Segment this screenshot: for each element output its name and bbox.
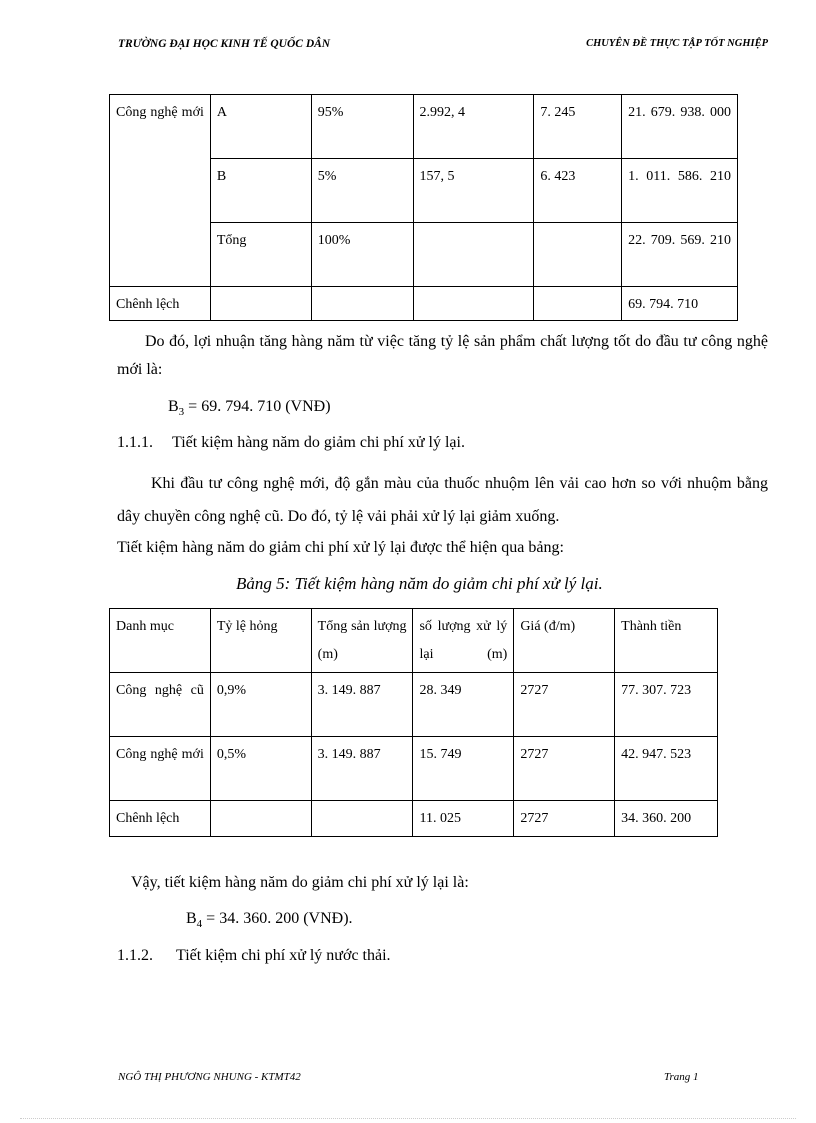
table-cell: Công nghệ mới	[110, 737, 211, 801]
table-row	[110, 737, 718, 801]
header-right: CHUYÊN ĐỀ THỰC TẬP TỐT NGHIỆP	[586, 38, 768, 49]
table-cell: 1. 011. 586. 210	[622, 159, 738, 223]
table-header: Tổng sản lượng (m)	[311, 609, 413, 673]
table-row	[110, 609, 718, 673]
table-header: Thành tiền	[615, 609, 718, 673]
table-header: Tỷ lệ hỏng	[210, 609, 311, 673]
page-edge-divider	[20, 1118, 796, 1119]
table-cell: 21. 679. 938. 000	[622, 95, 738, 159]
section-heading: 1.1.1. Tiết kiệm hàng năm do giảm chi phí xử lý lại.	[117, 434, 465, 451]
table-cell: 42. 947. 523	[615, 737, 718, 801]
table-cell	[413, 287, 534, 321]
table-cell: 2727	[514, 737, 615, 801]
table-cell: 22. 709. 569. 210	[622, 223, 738, 287]
table-cell: 2.992, 4	[413, 95, 534, 159]
table-header: Giá (đ/m)	[514, 609, 615, 673]
table-caption: Bảng 5: Tiết kiệm hàng năm do giảm chi phí xử lý lại.	[236, 574, 603, 593]
paragraph: Vậy, tiết kiệm hàng năm do giảm chi phí xử lý lại là:	[131, 874, 469, 891]
savings-table	[109, 608, 718, 837]
table-cell: 11. 025	[413, 801, 514, 837]
table-cell	[210, 287, 311, 321]
table-cell: 100%	[311, 223, 413, 287]
paragraph: Do đó, lợi nhuận tăng hàng năm từ việc tăng tỷ lệ sản phẩm chất lượng tốt do đầu tư công nghệ mới là:	[117, 333, 768, 378]
table-cell: Chênh lệch	[110, 287, 211, 321]
table-row	[110, 287, 738, 321]
table-cell: Tổng	[210, 223, 311, 287]
table-header: số lượng xử lý lại (m)	[413, 609, 514, 673]
footer-page-number: Trang 1	[664, 1071, 699, 1083]
section-heading: 1.1.2. Tiết kiệm chi phí xử lý nước thải.	[117, 947, 391, 964]
formula-b4: $B_4 = 34$. 360. 200 (VNĐ).	[186, 910, 353, 931]
footer-author: NGÔ THỊ PHƯƠNG NHUNG - KTMT42	[118, 1071, 301, 1083]
table-cell: B	[210, 159, 311, 223]
table-cell: Chênh lệch	[110, 801, 211, 837]
header-left: TRƯỜNG ĐẠI HỌC KINH TẾ QUỐC DÂN	[118, 38, 331, 50]
paragraph: Khi đầu tư công nghệ mới, độ gắn màu của thuốc nhuộm lên vải cao hơn so với nhuộm bằng dây chuyền công nghệ cũ. Do đó, tỷ lệ vải phải xử lý lại giảm xuống.	[117, 475, 768, 525]
table-cell: Công nghệ mới	[110, 95, 211, 287]
table-cell: 2727	[514, 673, 615, 737]
table-cell: 3. 149. 887	[311, 673, 413, 737]
table-cell: 95%	[311, 95, 413, 159]
table-cell	[210, 801, 311, 837]
table-row	[110, 801, 718, 837]
table-row	[110, 673, 718, 737]
table-cell: 15. 749	[413, 737, 514, 801]
table-cell: 3. 149. 887	[311, 737, 413, 801]
table-cell: A	[210, 95, 311, 159]
table-cell: 69. 794. 710	[622, 287, 738, 321]
cost-table-continued	[109, 94, 738, 321]
table-cell	[311, 287, 413, 321]
table-cell: 6. 423	[534, 159, 622, 223]
table-cell	[311, 801, 413, 837]
table-cell: 34. 360. 200	[615, 801, 718, 837]
table-cell: 28. 349	[413, 673, 514, 737]
table-cell	[534, 287, 622, 321]
table-row	[110, 95, 738, 159]
table-cell: 7. 245	[534, 95, 622, 159]
table-cell: 157, 5	[413, 159, 534, 223]
table-cell: 2727	[514, 801, 615, 837]
table-cell: 77. 307. 723	[615, 673, 718, 737]
table-header: Danh mục	[110, 609, 211, 673]
table-cell	[413, 223, 534, 287]
table-cell: 5%	[311, 159, 413, 223]
formula-b3: $B_3 = 69$. 794. 710 (VNĐ)	[168, 398, 331, 419]
table-cell	[534, 223, 622, 287]
table-cell: Công nghệ cũ	[110, 673, 211, 737]
table-cell: 0,5%	[210, 737, 311, 801]
table-cell: 0,9%	[210, 673, 311, 737]
paragraph: Tiết kiệm hàng năm do giảm chi phí xử lý lại được thể hiện qua bảng:	[117, 539, 564, 556]
